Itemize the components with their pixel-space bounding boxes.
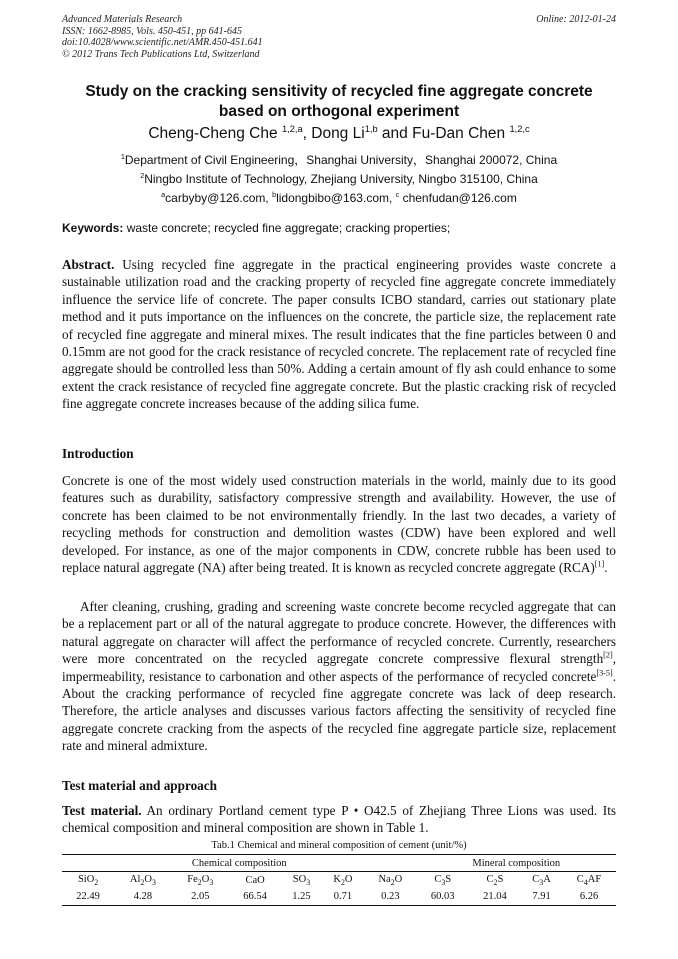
affiliation-mark: 1 bbox=[120, 152, 125, 161]
column-header: $Al_2O_3$ bbox=[129, 873, 156, 887]
table-cell: 22.49 bbox=[62, 889, 114, 906]
intro-paragraph-2 bbox=[62, 598, 616, 755]
email-mark: c bbox=[395, 190, 400, 199]
paper-title: Study on the cracking sensitivity of recycled fine aggregate concrete based on orthogonal experiment bbox=[85, 83, 593, 120]
affiliation-text: Department of Civil Engineering，Shanghai University，Shanghai 200072, China bbox=[124, 153, 558, 167]
citation: [1] bbox=[594, 559, 605, 569]
author-list bbox=[62, 124, 616, 144]
column-header: $SO_3$ bbox=[292, 873, 311, 887]
column-header: $K_2O$ bbox=[333, 873, 353, 887]
email-text: lidongbibo@163.com, bbox=[276, 191, 396, 205]
email-mark: a bbox=[161, 190, 166, 199]
column-header: CaO bbox=[245, 874, 265, 886]
intro-paragraph-1 bbox=[62, 472, 616, 576]
journal-name: Advanced Materials Research bbox=[62, 14, 183, 25]
online-date: Online: 2012-01-24 bbox=[536, 14, 616, 25]
affiliation-text: Ningbo Institute of Technology, Zhejiang University, Ningbo 315100, China bbox=[144, 172, 538, 186]
keywords-label: Keywords: bbox=[62, 221, 124, 235]
column-header: $C_3S$ bbox=[434, 873, 452, 887]
citation: [2] bbox=[603, 650, 613, 660]
test-material-label: Test material. bbox=[62, 803, 142, 818]
email-line bbox=[62, 190, 616, 206]
intro-text: Concrete is one of the most widely used construction materials in the world, mainly due to its good features such as durability, satisfactory compressive strength and availability. However, the use of concrete has been claimed to be not environmentally friendly. In the last two decades, a variety of recycling methods for construction and demolition wastes (CDW) have been explored and well developed. For instance, as one of the major components in CDW, concrete rubble has been used to replace natural aggregate (NA) after being treated. It is known as recycled concrete aggregate (RCA) bbox=[62, 473, 616, 576]
author-affiliation-mark: 1,b bbox=[364, 123, 378, 134]
table-cell: 4.28 bbox=[114, 889, 171, 906]
table-caption: Tab.1 Chemical and mineral composition of cement (unit/%) bbox=[211, 840, 467, 851]
affiliation-mark: 2 bbox=[140, 171, 145, 180]
column-header: $Fe_2O_3$ bbox=[187, 873, 214, 887]
author-name: Fu-Dan Chen bbox=[412, 125, 506, 142]
author-separator: , bbox=[302, 125, 312, 142]
test-material-paragraph bbox=[62, 802, 616, 837]
column-header: $Na_2O$ bbox=[378, 873, 403, 887]
introduction-heading: Introduction bbox=[62, 446, 134, 461]
intro-text: . About the cracking performance of recycled fine aggregate concrete was lack of deep research. Therefore, the article analyses and discusses various factors affecting the sensitivity of recycled fine aggregate concrete cracking from the aspects of the recycled fine aggregate particle size, replacement rate and mineral admixture. bbox=[62, 668, 616, 754]
test-material-text: An ordinary Portland cement type P • O42.5 of Zhejiang Three Lions was used. Its chemical composition and mineral composition are shown in Table 1. bbox=[62, 803, 616, 836]
keywords-text: waste concrete; recycled fine aggregate; cracking properties; bbox=[126, 221, 451, 235]
composition-table bbox=[62, 854, 616, 906]
affiliation-2 bbox=[62, 171, 616, 187]
copyright-line: © 2012 Trans Tech Publications Ltd, Switzerland bbox=[62, 48, 260, 60]
test-heading: Test material and approach bbox=[62, 778, 217, 793]
intro-text: . bbox=[604, 560, 608, 576]
keywords-line bbox=[62, 220, 616, 236]
group-chemical: Chemical composition bbox=[62, 855, 417, 872]
table-cell: 2.05 bbox=[172, 889, 229, 906]
table-row bbox=[62, 889, 616, 906]
table-cell: 0.71 bbox=[322, 889, 364, 906]
affiliation-1 bbox=[62, 152, 616, 168]
email-text: carbyby@126.com, bbox=[165, 191, 273, 205]
table-cell: 6.26 bbox=[562, 889, 616, 906]
author-separator: and bbox=[377, 125, 413, 142]
table-cell: 66.54 bbox=[229, 889, 281, 906]
citation: [3-5] bbox=[596, 668, 613, 678]
email-text: chenfudan@126.com bbox=[399, 191, 517, 205]
email-mark: b bbox=[272, 190, 277, 199]
journal-header bbox=[62, 14, 616, 60]
author-affiliation-mark: 1,2,a bbox=[281, 123, 303, 134]
table-cell: 1.25 bbox=[281, 889, 322, 906]
author-name: Dong Li bbox=[311, 125, 365, 142]
table-cell: 60.03 bbox=[417, 889, 469, 906]
intro-text: After cleaning, crushing, grading and screening waste concrete become recycled aggregate that can be a replacement part or all of the natural aggregate to produce concrete. However, the differences with natural aggregate on character will affect the performance of recycled concrete. Currently, researchers were more concentrated on the recycled aggregate concrete compressive flexural strength bbox=[62, 599, 616, 667]
table-header-row bbox=[62, 872, 616, 889]
author-affiliation-mark: 1,2,c bbox=[509, 123, 530, 134]
table-cell: 21.04 bbox=[469, 889, 521, 906]
table-cell: 7.91 bbox=[521, 889, 562, 906]
author-name: Cheng-Cheng Che bbox=[148, 125, 278, 142]
table-cell: 0.23 bbox=[364, 889, 417, 906]
doi-line: doi:10.4028/www.scientific.net/AMR.450-451.641 bbox=[62, 37, 263, 48]
issn-line: ISSN: 1662-8985, Vols. 450-451, pp 641-645 bbox=[62, 25, 242, 37]
column-header: $C_3A$ bbox=[532, 873, 551, 887]
abstract-label: Abstract. bbox=[62, 257, 115, 272]
intro-text: , impermeability, resistance to carbonation and other aspects of the performance of recycled concrete bbox=[62, 651, 616, 684]
group-mineral: Mineral composition bbox=[417, 855, 616, 872]
column-header: SiO$_2$ bbox=[77, 873, 99, 887]
abstract bbox=[62, 256, 616, 413]
column-header: $C_4AF$ bbox=[576, 873, 602, 887]
table-group-row bbox=[62, 855, 616, 872]
column-header: $C_2S$ bbox=[486, 873, 504, 887]
abstract-text: Using recycled fine aggregate in the practical engineering provides waste concrete a sustainable utilization road and the cracking property of recycled fine aggregate concrete immediately influence the service life of concrete. The paper consults ICBO standard, carries out stationary plate method and it puts importance on the influences on the concrete, the particle size, the replacement rate of recycled fine aggregate and mineral mixes. The result indicates that the fine particles between 0 and 0.15mm are not good for the crack resistance of recycled concrete. The replacement rate of recycled fine aggregate should be controlled less than 50%. Adding a certain amount of fly ash could enhance to some extent the crack resistance of recycled fine aggregate concrete. But the plastic cracking risk of recycled fine aggregate concrete increases because of the adding silica fume. bbox=[62, 257, 616, 412]
